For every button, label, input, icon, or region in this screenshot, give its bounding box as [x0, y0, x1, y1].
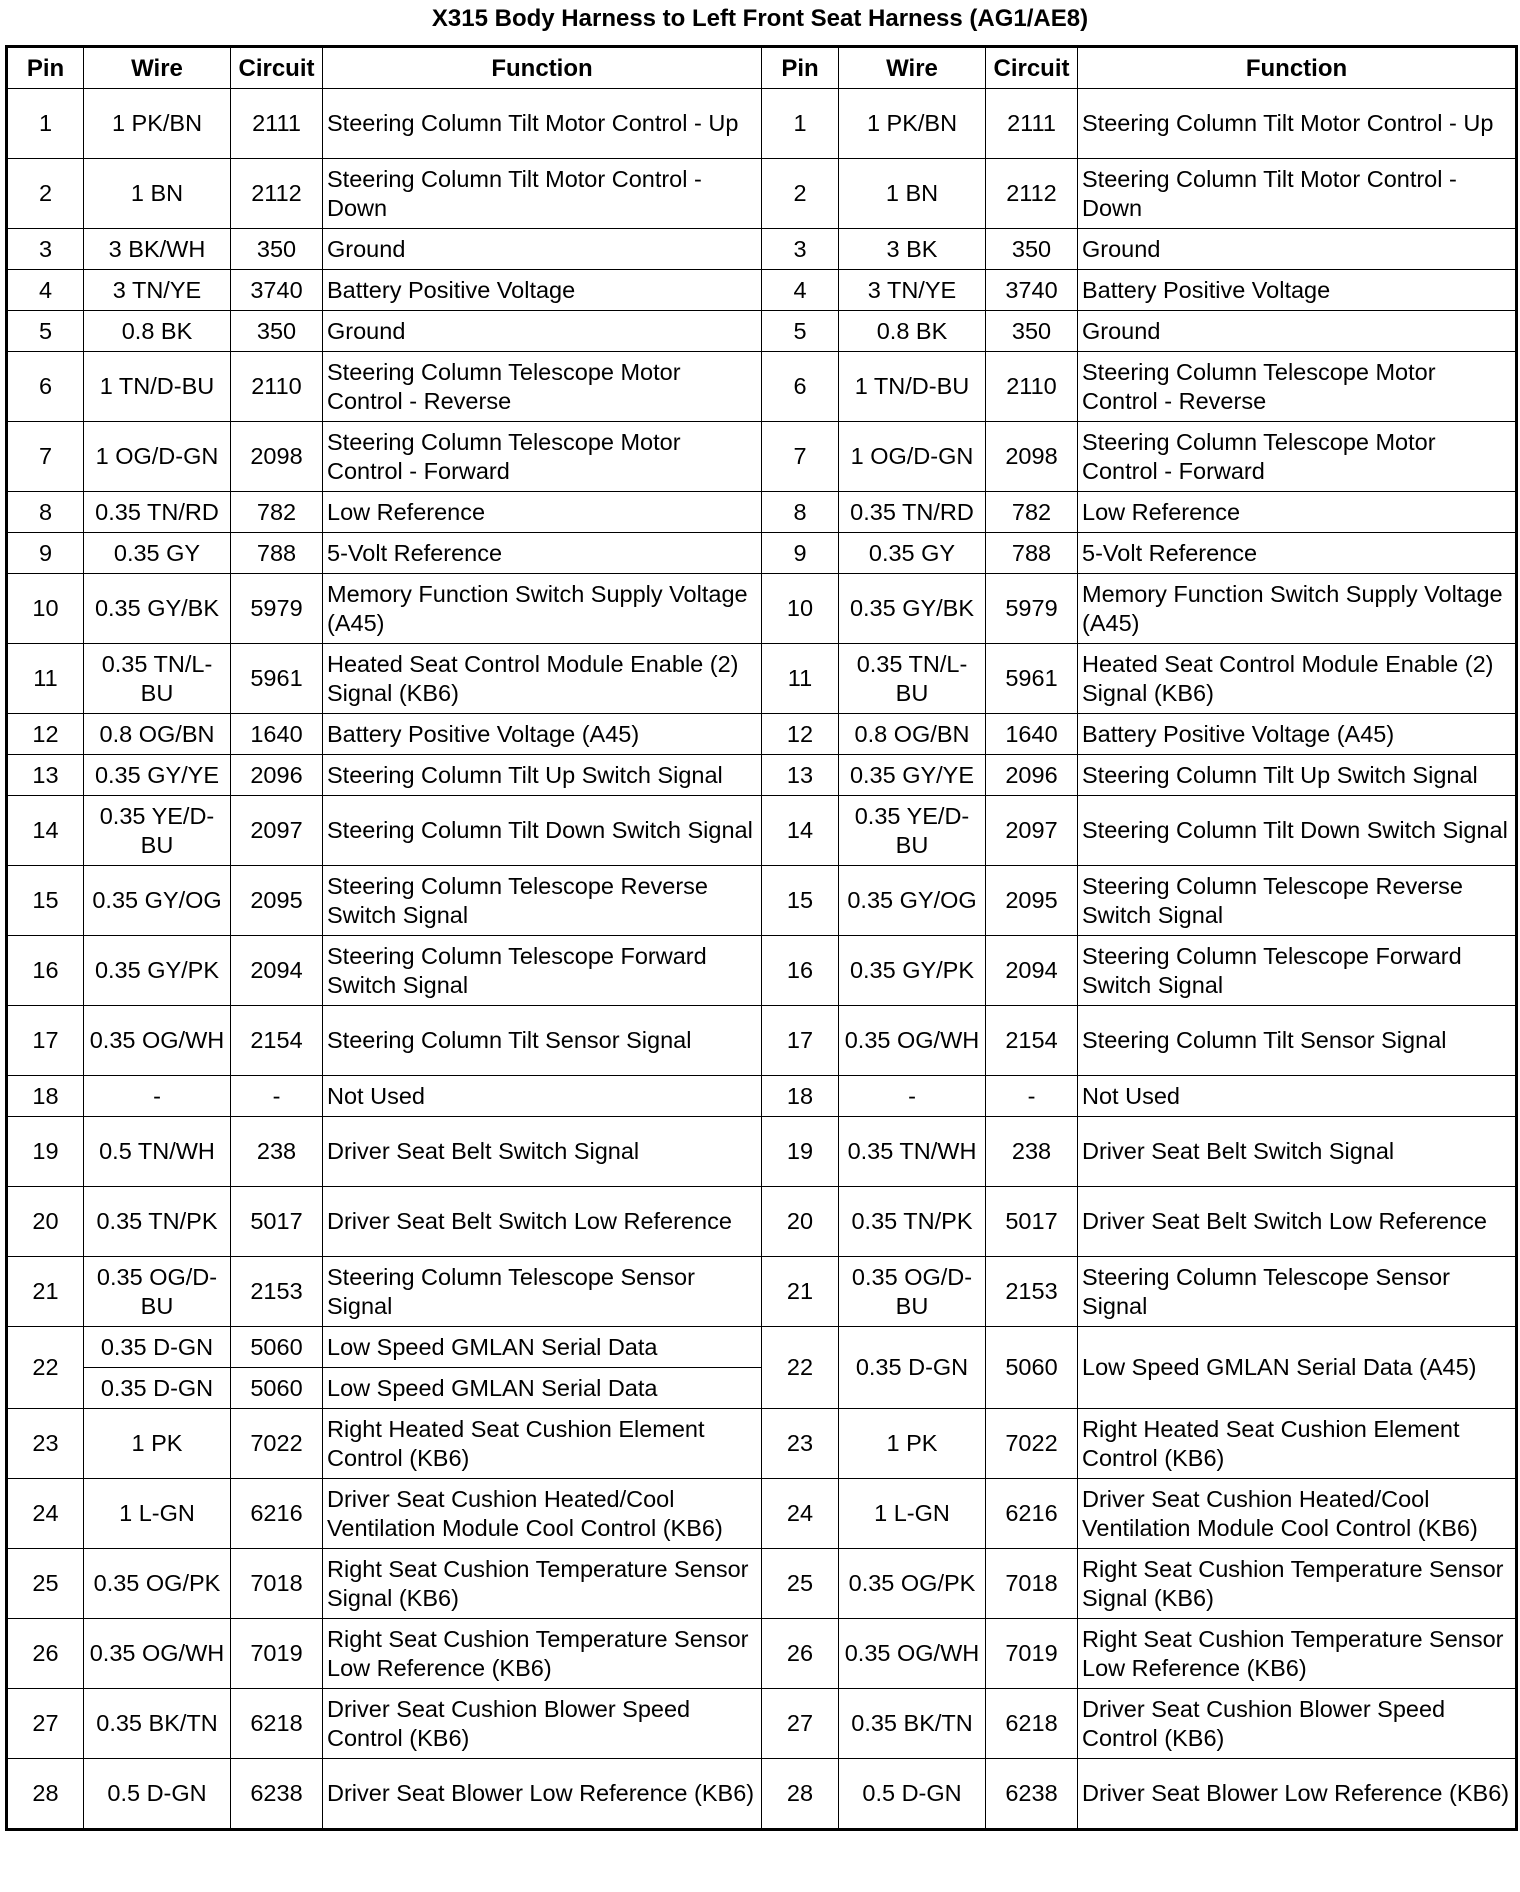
pin-cell: 7 — [7, 422, 84, 492]
function-cell: Right Heated Seat Cushion Element Control (KB6) — [323, 1409, 762, 1479]
wire-cell: 0.35 OG/WH — [839, 1006, 986, 1076]
function-cell: Right Seat Cushion Temperature Sensor Low Reference (KB6) — [1078, 1619, 1517, 1689]
pin-cell: 19 — [7, 1117, 84, 1187]
pin-cell: 7 — [762, 422, 839, 492]
function-cell: Steering Column Tilt Up Switch Signal — [1078, 755, 1517, 796]
circuit-cell: 2098 — [231, 422, 323, 492]
wire-cell: - — [84, 1076, 231, 1117]
circuit-cell: 7019 — [231, 1619, 323, 1689]
function-cell: Steering Column Telescope Motor Control - Reverse — [1078, 352, 1517, 422]
circuit-cell: 7018 — [986, 1549, 1078, 1619]
pin-cell: 18 — [7, 1076, 84, 1117]
table-row — [7, 1117, 1517, 1187]
pin-cell: 23 — [762, 1409, 839, 1479]
circuit-cell: 2110 — [986, 352, 1078, 422]
function-cell: Ground — [323, 229, 762, 270]
pin-cell: 3 — [7, 229, 84, 270]
pin-cell: 20 — [762, 1187, 839, 1257]
wire-cell: - — [839, 1076, 986, 1117]
circuit-cell: 5060 — [231, 1368, 323, 1409]
function-cell: Steering Column Tilt Motor Control - Up — [323, 89, 762, 159]
header-wire: Wire — [84, 47, 231, 89]
circuit-cell: 2111 — [986, 89, 1078, 159]
wire-cell: 0.8 BK — [84, 311, 231, 352]
function-cell: Steering Column Tilt Down Switch Signal — [1078, 796, 1517, 866]
circuit-cell: 2153 — [986, 1257, 1078, 1327]
function-cell: Battery Positive Voltage (A45) — [1078, 714, 1517, 755]
pin-cell: 21 — [762, 1257, 839, 1327]
table-row — [7, 644, 1517, 714]
header-pin: Pin — [762, 47, 839, 89]
wire-cell: 0.35 YE/D-BU — [839, 796, 986, 866]
wire-cell: 0.35 GY/YE — [84, 755, 231, 796]
function-cell: Low Speed GMLAN Serial Data — [323, 1368, 762, 1409]
function-cell: Driver Seat Cushion Heated/Cool Ventilation Module Cool Control (KB6) — [1078, 1479, 1517, 1549]
circuit-cell: 238 — [231, 1117, 323, 1187]
circuit-cell: 2112 — [231, 159, 323, 229]
function-cell: Driver Seat Belt Switch Low Reference — [1078, 1187, 1517, 1257]
wire-cell: 0.35 BK/TN — [84, 1689, 231, 1759]
pin-cell: 10 — [7, 574, 84, 644]
wire-cell: 0.35 GY/PK — [839, 936, 986, 1006]
circuit-cell: 2112 — [986, 159, 1078, 229]
wire-cell: 0.35 GY/BK — [84, 574, 231, 644]
pin-cell: 12 — [7, 714, 84, 755]
circuit-cell: 7022 — [986, 1409, 1078, 1479]
circuit-cell: 2154 — [231, 1006, 323, 1076]
pin-cell: 25 — [762, 1549, 839, 1619]
wire-cell: 0.8 BK — [839, 311, 986, 352]
function-cell: Battery Positive Voltage (A45) — [323, 714, 762, 755]
pin-cell: 16 — [762, 936, 839, 1006]
circuit-cell: 2110 — [231, 352, 323, 422]
pin-cell: 13 — [7, 755, 84, 796]
function-cell: Steering Column Tilt Down Switch Signal — [323, 796, 762, 866]
wire-cell: 0.35 TN/L-BU — [84, 644, 231, 714]
pin-cell: 4 — [762, 270, 839, 311]
circuit-cell: 350 — [231, 229, 323, 270]
wire-cell: 1 TN/D-BU — [839, 352, 986, 422]
table-row — [7, 796, 1517, 866]
pin-cell: 12 — [762, 714, 839, 755]
circuit-cell: 6216 — [986, 1479, 1078, 1549]
pin-cell: 22 — [762, 1327, 839, 1409]
table-row — [7, 422, 1517, 492]
wire-cell: 0.35 OG/WH — [84, 1619, 231, 1689]
wire-cell: 0.35 GY/OG — [84, 866, 231, 936]
circuit-cell: 2094 — [231, 936, 323, 1006]
circuit-cell: 2153 — [231, 1257, 323, 1327]
function-cell: Battery Positive Voltage — [323, 270, 762, 311]
circuit-cell: 1640 — [986, 714, 1078, 755]
function-cell: Not Used — [323, 1076, 762, 1117]
pinout-table — [5, 45, 1518, 1831]
wire-cell: 1 BN — [839, 159, 986, 229]
header-circuit: Circuit — [986, 47, 1078, 89]
function-cell: 5-Volt Reference — [1078, 533, 1517, 574]
pin-cell: 8 — [762, 492, 839, 533]
function-cell: Driver Seat Belt Switch Signal — [323, 1117, 762, 1187]
circuit-cell: 5979 — [986, 574, 1078, 644]
table-row — [7, 866, 1517, 936]
circuit-cell: 6218 — [231, 1689, 323, 1759]
table-row — [7, 1257, 1517, 1327]
circuit-cell: 788 — [986, 533, 1078, 574]
function-cell: Steering Column Telescope Motor Control - Forward — [1078, 422, 1517, 492]
table-row — [7, 159, 1517, 229]
wire-cell: 1 OG/D-GN — [839, 422, 986, 492]
circuit-cell: 6216 — [231, 1479, 323, 1549]
pin-cell: 17 — [762, 1006, 839, 1076]
pin-cell: 8 — [7, 492, 84, 533]
function-cell: Steering Column Tilt Motor Control - Down — [1078, 159, 1517, 229]
wire-cell: 0.8 OG/BN — [84, 714, 231, 755]
circuit-cell: 788 — [231, 533, 323, 574]
function-cell: Low Reference — [323, 492, 762, 533]
circuit-cell: 2095 — [986, 866, 1078, 936]
function-cell: Steering Column Telescope Reverse Switch Signal — [323, 866, 762, 936]
pin-cell: 6 — [762, 352, 839, 422]
circuit-cell: 6238 — [986, 1759, 1078, 1830]
wire-cell: 0.35 GY/YE — [839, 755, 986, 796]
wire-cell: 1 OG/D-GN — [84, 422, 231, 492]
wire-cell: 0.35 D-GN — [84, 1368, 231, 1409]
pin-cell: 5 — [762, 311, 839, 352]
table-row — [7, 1759, 1517, 1830]
pin-cell: 23 — [7, 1409, 84, 1479]
circuit-cell: 3740 — [986, 270, 1078, 311]
table-row — [7, 1327, 1517, 1368]
pin-cell: 11 — [7, 644, 84, 714]
function-cell: Driver Seat Cushion Heated/Cool Ventilation Module Cool Control (KB6) — [323, 1479, 762, 1549]
table-row — [7, 311, 1517, 352]
header-row — [7, 47, 1517, 89]
pin-cell: 19 — [762, 1117, 839, 1187]
pin-cell: 15 — [762, 866, 839, 936]
circuit-cell: 2094 — [986, 936, 1078, 1006]
circuit-cell: 7019 — [986, 1619, 1078, 1689]
wire-cell: 0.35 BK/TN — [839, 1689, 986, 1759]
function-cell: Low Reference — [1078, 492, 1517, 533]
circuit-cell: 6218 — [986, 1689, 1078, 1759]
wire-cell: 0.35 TN/RD — [84, 492, 231, 533]
pin-cell: 27 — [7, 1689, 84, 1759]
wire-cell: 1 PK/BN — [84, 89, 231, 159]
pin-cell: 22 — [7, 1327, 84, 1409]
circuit-cell: 2097 — [231, 796, 323, 866]
pin-cell: 26 — [7, 1619, 84, 1689]
function-cell: Steering Column Telescope Motor Control - Reverse — [323, 352, 762, 422]
function-cell: Memory Function Switch Supply Voltage (A45) — [323, 574, 762, 644]
function-cell: 5-Volt Reference — [323, 533, 762, 574]
function-cell: Low Speed GMLAN Serial Data — [323, 1327, 762, 1368]
function-cell: Steering Column Telescope Motor Control - Forward — [323, 422, 762, 492]
function-cell: Steering Column Telescope Forward Switch Signal — [1078, 936, 1517, 1006]
function-cell: Steering Column Telescope Reverse Switch Signal — [1078, 866, 1517, 936]
function-cell: Battery Positive Voltage — [1078, 270, 1517, 311]
pin-cell: 3 — [762, 229, 839, 270]
wire-cell: 0.35 TN/L-BU — [839, 644, 986, 714]
function-cell: Steering Column Telescope Sensor Signal — [1078, 1257, 1517, 1327]
table-row — [7, 270, 1517, 311]
pin-cell: 10 — [762, 574, 839, 644]
circuit-cell: 2098 — [986, 422, 1078, 492]
function-cell: Steering Column Tilt Motor Control - Down — [323, 159, 762, 229]
pin-cell: 14 — [7, 796, 84, 866]
circuit-cell: 5060 — [986, 1327, 1078, 1409]
wire-cell: 0.35 TN/WH — [839, 1117, 986, 1187]
pin-cell: 2 — [7, 159, 84, 229]
wire-cell: 1 PK — [84, 1409, 231, 1479]
circuit-cell: 5979 — [231, 574, 323, 644]
function-cell: Steering Column Tilt Up Switch Signal — [323, 755, 762, 796]
pin-cell: 27 — [762, 1689, 839, 1759]
circuit-cell: 782 — [986, 492, 1078, 533]
table-row — [7, 492, 1517, 533]
function-cell: Heated Seat Control Module Enable (2) Signal (KB6) — [323, 644, 762, 714]
function-cell: Driver Seat Belt Switch Low Reference — [323, 1187, 762, 1257]
function-cell: Ground — [1078, 311, 1517, 352]
function-cell: Memory Function Switch Supply Voltage (A45) — [1078, 574, 1517, 644]
wire-cell: 1 PK — [839, 1409, 986, 1479]
circuit-cell: - — [231, 1076, 323, 1117]
function-cell: Ground — [1078, 229, 1517, 270]
circuit-cell: 6238 — [231, 1759, 323, 1830]
wire-cell: 0.35 GY/BK — [839, 574, 986, 644]
function-cell: Ground — [323, 311, 762, 352]
circuit-cell: - — [986, 1076, 1078, 1117]
pin-cell: 24 — [762, 1479, 839, 1549]
header-function: Function — [323, 47, 762, 89]
header-pin: Pin — [7, 47, 84, 89]
table-row — [7, 574, 1517, 644]
pin-cell: 25 — [7, 1549, 84, 1619]
pin-cell: 17 — [7, 1006, 84, 1076]
pin-cell: 24 — [7, 1479, 84, 1549]
table-row — [7, 1187, 1517, 1257]
wire-cell: 0.35 TN/RD — [839, 492, 986, 533]
circuit-cell: 2096 — [986, 755, 1078, 796]
circuit-cell: 350 — [986, 311, 1078, 352]
circuit-cell: 2111 — [231, 89, 323, 159]
function-cell: Heated Seat Control Module Enable (2) Signal (KB6) — [1078, 644, 1517, 714]
pin-cell: 9 — [7, 533, 84, 574]
table-row — [7, 1689, 1517, 1759]
function-cell: Driver Seat Blower Low Reference (KB6) — [323, 1759, 762, 1830]
wire-cell: 0.8 OG/BN — [839, 714, 986, 755]
pin-cell: 2 — [762, 159, 839, 229]
function-cell: Steering Column Telescope Forward Switch Signal — [323, 936, 762, 1006]
wire-cell: 0.5 D-GN — [84, 1759, 231, 1830]
circuit-cell: 3740 — [231, 270, 323, 311]
table-row — [7, 1076, 1517, 1117]
wire-cell: 0.35 GY/PK — [84, 936, 231, 1006]
circuit-cell: 350 — [231, 311, 323, 352]
table-row — [7, 714, 1517, 755]
wire-cell: 1 BN — [84, 159, 231, 229]
circuit-cell: 5060 — [231, 1327, 323, 1368]
circuit-cell: 1640 — [231, 714, 323, 755]
wire-cell: 0.35 OG/D-BU — [839, 1257, 986, 1327]
pin-cell: 5 — [7, 311, 84, 352]
pin-cell: 4 — [7, 270, 84, 311]
wire-cell: 0.35 TN/PK — [839, 1187, 986, 1257]
function-cell: Driver Seat Blower Low Reference (KB6) — [1078, 1759, 1517, 1830]
pin-cell: 9 — [762, 533, 839, 574]
pin-cell: 14 — [762, 796, 839, 866]
pin-cell: 16 — [7, 936, 84, 1006]
function-cell: Right Seat Cushion Temperature Sensor Signal (KB6) — [1078, 1549, 1517, 1619]
circuit-cell: 238 — [986, 1117, 1078, 1187]
circuit-cell: 2097 — [986, 796, 1078, 866]
function-cell: Steering Column Tilt Sensor Signal — [323, 1006, 762, 1076]
function-cell: Steering Column Telescope Sensor Signal — [323, 1257, 762, 1327]
wire-cell: 0.35 GY — [84, 533, 231, 574]
pin-cell: 26 — [762, 1619, 839, 1689]
wire-cell: 1 TN/D-BU — [84, 352, 231, 422]
circuit-cell: 350 — [986, 229, 1078, 270]
page-title: X315 Body Harness to Left Front Seat Harness (AG1/AE8) — [431, 5, 1089, 32]
wire-cell: 3 BK — [839, 229, 986, 270]
function-cell: Steering Column Tilt Sensor Signal — [1078, 1006, 1517, 1076]
table-row — [7, 1479, 1517, 1549]
circuit-cell: 7022 — [231, 1409, 323, 1479]
circuit-cell: 5017 — [986, 1187, 1078, 1257]
wire-cell: 0.35 OG/D-BU — [84, 1257, 231, 1327]
wire-cell: 1 L-GN — [839, 1479, 986, 1549]
wire-cell: 0.35 OG/PK — [839, 1549, 986, 1619]
table-row — [7, 229, 1517, 270]
wire-cell: 0.35 YE/D-BU — [84, 796, 231, 866]
wire-cell: 0.5 D-GN — [839, 1759, 986, 1830]
function-cell: Low Speed GMLAN Serial Data (A45) — [1078, 1327, 1517, 1409]
wire-cell: 3 TN/YE — [839, 270, 986, 311]
wire-cell: 0.35 GY/OG — [839, 866, 986, 936]
table-row — [7, 1006, 1517, 1076]
function-cell: Right Seat Cushion Temperature Sensor Low Reference (KB6) — [323, 1619, 762, 1689]
table-row — [7, 1619, 1517, 1689]
circuit-cell: 5961 — [231, 644, 323, 714]
wire-cell: 3 TN/YE — [84, 270, 231, 311]
table-row — [7, 936, 1517, 1006]
table-row — [7, 1549, 1517, 1619]
function-cell: Driver Seat Cushion Blower Speed Control (KB6) — [323, 1689, 762, 1759]
table-row — [7, 755, 1517, 796]
pin-cell: 11 — [762, 644, 839, 714]
circuit-cell: 5961 — [986, 644, 1078, 714]
wire-cell: 0.35 TN/PK — [84, 1187, 231, 1257]
pin-cell: 6 — [7, 352, 84, 422]
wire-cell: 0.35 OG/WH — [84, 1006, 231, 1076]
wire-cell: 3 BK/WH — [84, 229, 231, 270]
wire-cell: 1 PK/BN — [839, 89, 986, 159]
function-cell: Right Heated Seat Cushion Element Control (KB6) — [1078, 1409, 1517, 1479]
pin-cell: 20 — [7, 1187, 84, 1257]
function-cell: Steering Column Tilt Motor Control - Up — [1078, 89, 1517, 159]
wire-cell: 0.35 OG/PK — [84, 1549, 231, 1619]
pin-cell: 28 — [762, 1759, 839, 1830]
function-cell: Right Seat Cushion Temperature Sensor Signal (KB6) — [323, 1549, 762, 1619]
header-circuit: Circuit — [231, 47, 323, 89]
function-cell: Not Used — [1078, 1076, 1517, 1117]
circuit-cell: 5017 — [231, 1187, 323, 1257]
pin-cell: 28 — [7, 1759, 84, 1830]
pin-cell: 15 — [7, 866, 84, 936]
table-row — [7, 533, 1517, 574]
circuit-cell: 2096 — [231, 755, 323, 796]
pin-cell: 21 — [7, 1257, 84, 1327]
wire-cell: 0.35 D-GN — [839, 1327, 986, 1409]
table-row — [7, 1409, 1517, 1479]
circuit-cell: 2095 — [231, 866, 323, 936]
pin-cell: 1 — [7, 89, 84, 159]
pin-cell: 13 — [762, 755, 839, 796]
wire-cell: 0.35 OG/WH — [839, 1619, 986, 1689]
header-function: Function — [1078, 47, 1517, 89]
function-cell: Driver Seat Cushion Blower Speed Control (KB6) — [1078, 1689, 1517, 1759]
wire-cell: 0.35 GY — [839, 533, 986, 574]
pin-cell: 1 — [762, 89, 839, 159]
wire-cell: 0.5 TN/WH — [84, 1117, 231, 1187]
header-wire: Wire — [839, 47, 986, 89]
pin-cell: 18 — [762, 1076, 839, 1117]
circuit-cell: 7018 — [231, 1549, 323, 1619]
circuit-cell: 2154 — [986, 1006, 1078, 1076]
wire-cell: 0.35 D-GN — [84, 1327, 231, 1368]
function-cell: Driver Seat Belt Switch Signal — [1078, 1117, 1517, 1187]
wire-cell: 1 L-GN — [84, 1479, 231, 1549]
circuit-cell: 782 — [231, 492, 323, 533]
table-row — [7, 89, 1517, 159]
table-row — [7, 352, 1517, 422]
